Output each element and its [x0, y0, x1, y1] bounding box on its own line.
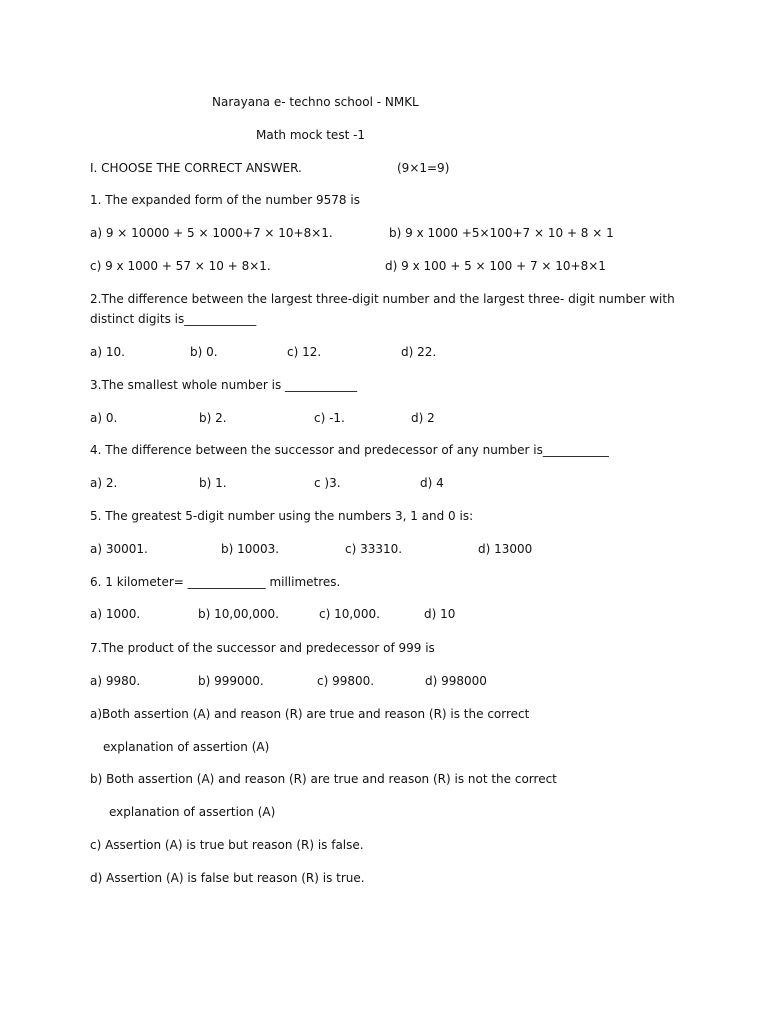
q4-option-d: d) 4: [420, 476, 444, 490]
q7-option-d: d) 998000: [425, 674, 487, 688]
question-3: 3.The smallest whole number is ____________: [90, 378, 358, 392]
q3-option-a: a) 0.: [90, 411, 118, 425]
q4-option-b: b) 1.: [199, 476, 227, 490]
q1-option-d: d) 9 x 100 + 5 × 100 + 7 × 10+8×1: [385, 259, 606, 273]
q6-option-b: b) 10,00,000.: [198, 607, 279, 621]
assertion-option-a-continued: explanation of assertion (A): [103, 740, 270, 754]
q3-option-c: c) -1.: [314, 411, 345, 425]
section-heading: I. CHOOSE THE CORRECT ANSWER.: [90, 161, 302, 175]
section-marks: (9×1=9): [397, 161, 450, 175]
q1-option-a: a) 9 × 10000 + 5 × 1000+7 × 10+8×1.: [90, 226, 333, 240]
question-5: 5. The greatest 5-digit number using the numbers 3, 1 and 0 is:: [90, 509, 474, 523]
q2-option-b: b) 0.: [190, 345, 218, 359]
school-name: Narayana e- techno school - NMKL: [212, 95, 419, 109]
question-1: 1. The expanded form of the number 9578 is: [90, 193, 360, 207]
question-2-line-1: 2.The difference between the largest three-digit number and the largest three- digit number with: [90, 292, 675, 306]
q1-option-c: c) 9 x 1000 + 57 × 10 + 8×1.: [90, 259, 271, 273]
q7-option-a: a) 9980.: [90, 674, 141, 688]
q7-option-c: c) 99800.: [317, 674, 375, 688]
question-2-line-2: distinct digits is____________: [90, 312, 257, 326]
assertion-option-b-continued: explanation of assertion (A): [109, 805, 276, 819]
q3-option-b: b) 2.: [199, 411, 227, 425]
assertion-option-b: b) Both assertion (A) and reason (R) are true and reason (R) is not the correct: [90, 772, 557, 786]
question-7: 7.The product of the successor and predecessor of 999 is: [90, 641, 435, 655]
q4-option-a: a) 2.: [90, 476, 118, 490]
assertion-option-a: a)Both assertion (A) and reason (R) are true and reason (R) is the correct: [90, 707, 530, 721]
assertion-option-c: c) Assertion (A) is true but reason (R) is false.: [90, 838, 364, 852]
q6-option-d: d) 10: [424, 607, 456, 621]
q5-option-d: d) 13000: [478, 542, 533, 556]
q2-option-c: c) 12.: [287, 345, 322, 359]
question-6: 6. 1 kilometer= _____________ millimetres.: [90, 575, 341, 589]
q3-option-d: d) 2: [411, 411, 435, 425]
q5-option-c: c) 33310.: [345, 542, 403, 556]
q2-option-a: a) 10.: [90, 345, 125, 359]
q5-option-b: b) 10003.: [221, 542, 280, 556]
q2-option-d: d) 22.: [401, 345, 437, 359]
question-4: 4. The difference between the successor and predecessor of any number is___________: [90, 443, 609, 457]
assertion-option-d: d) Assertion (A) is false but reason (R) is true.: [90, 871, 365, 885]
q1-option-b: b) 9 x 1000 +5×100+7 × 10 + 8 × 1: [389, 226, 614, 240]
q6-option-c: c) 10,000.: [319, 607, 380, 621]
q5-option-a: a) 30001.: [90, 542, 148, 556]
q7-option-b: b) 999000.: [198, 674, 264, 688]
test-title: Math mock test -1: [256, 128, 366, 142]
q4-option-c: c )3.: [314, 476, 341, 490]
q6-option-a: a) 1000.: [90, 607, 141, 621]
